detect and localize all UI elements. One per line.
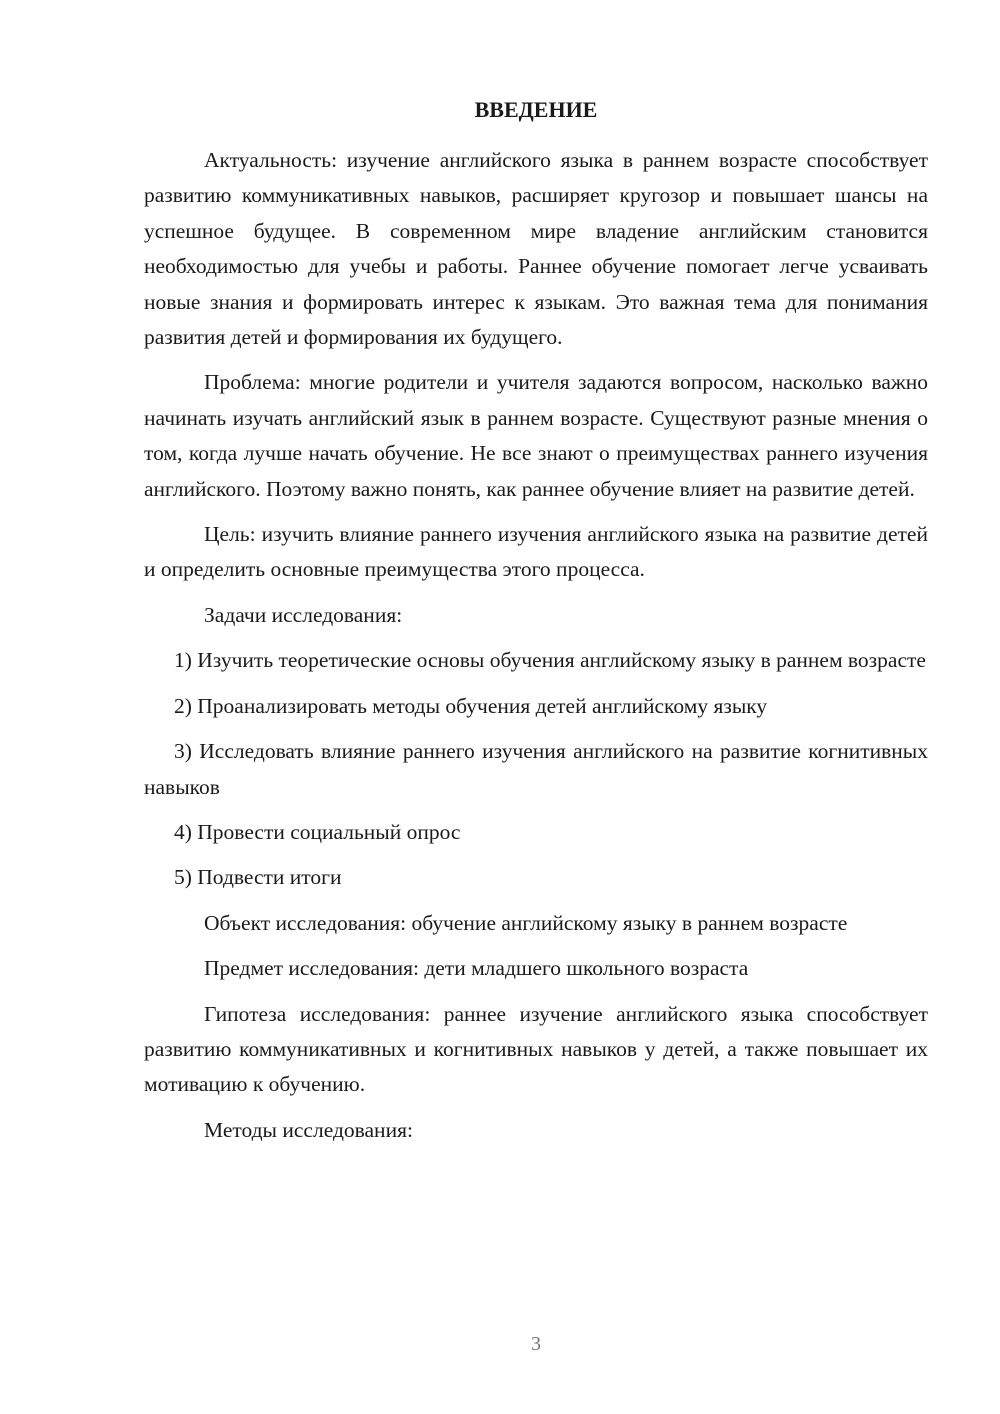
task-item-5: 5) Подвести итоги <box>174 865 342 890</box>
task-item-4: 4) Провести социальный опрос <box>174 819 461 844</box>
tasks-title: Задачи исследования: <box>204 602 403 627</box>
section-heading: ВВЕДЕНИЕ <box>474 97 598 122</box>
methods-paragraph: Методы исследования: <box>204 1117 413 1142</box>
page-number: 3 <box>531 1333 541 1355</box>
goal-paragraph: Цель: изучить влияние раннего изучения английского языка на развитие детей и определить основные преимущества этого процесса. <box>144 522 928 582</box>
task-item-2: 2) Проанализировать методы обучения детей английскому языку <box>174 693 768 718</box>
document-page <box>144 95 928 1158</box>
subject-paragraph: Предмет исследования: дети младшего школьного возраста <box>204 956 749 981</box>
object-paragraph: Объект исследования: обучение английскому языку в раннем возрасте <box>204 910 848 935</box>
relevance-paragraph: Актуальность: изучение английского языка в раннем возрасте способствует развитию коммуникативных навыков, расширяет кругозор и повышает шансы на успешное будущее. В современном мире владение английским становится необходимостью для учебы и работы. Раннее обучение помогает легче усваивать новые знания и формировать интерес к языкам. Это важная тема для понимания развития детей и формирования их будущего. <box>144 148 928 350</box>
task-item-3: 3) Исследовать влияние раннего изучения английского на развитие когнитивных навыков <box>144 739 928 799</box>
problem-paragraph: Проблема: многие родители и учителя задаются вопросом, насколько важно начинать изучать английский язык в раннем возрасте. Существуют разные мнения о том, когда лучше начать обучение. Не все знают о преимуществах раннего изучения английского. Поэтому важно понять, как раннее обучение влияет на развитие детей. <box>144 370 928 501</box>
hypothesis-paragraph: Гипотеза исследования: раннее изучение английского языка способствует развитию коммуникативных и когнитивных навыков у детей, а также повышает их мотивацию к обучению. <box>144 1001 928 1097</box>
task-item-1: 1) Изучить теоретические основы обучения английскому языку в раннем возрасте <box>174 648 926 673</box>
